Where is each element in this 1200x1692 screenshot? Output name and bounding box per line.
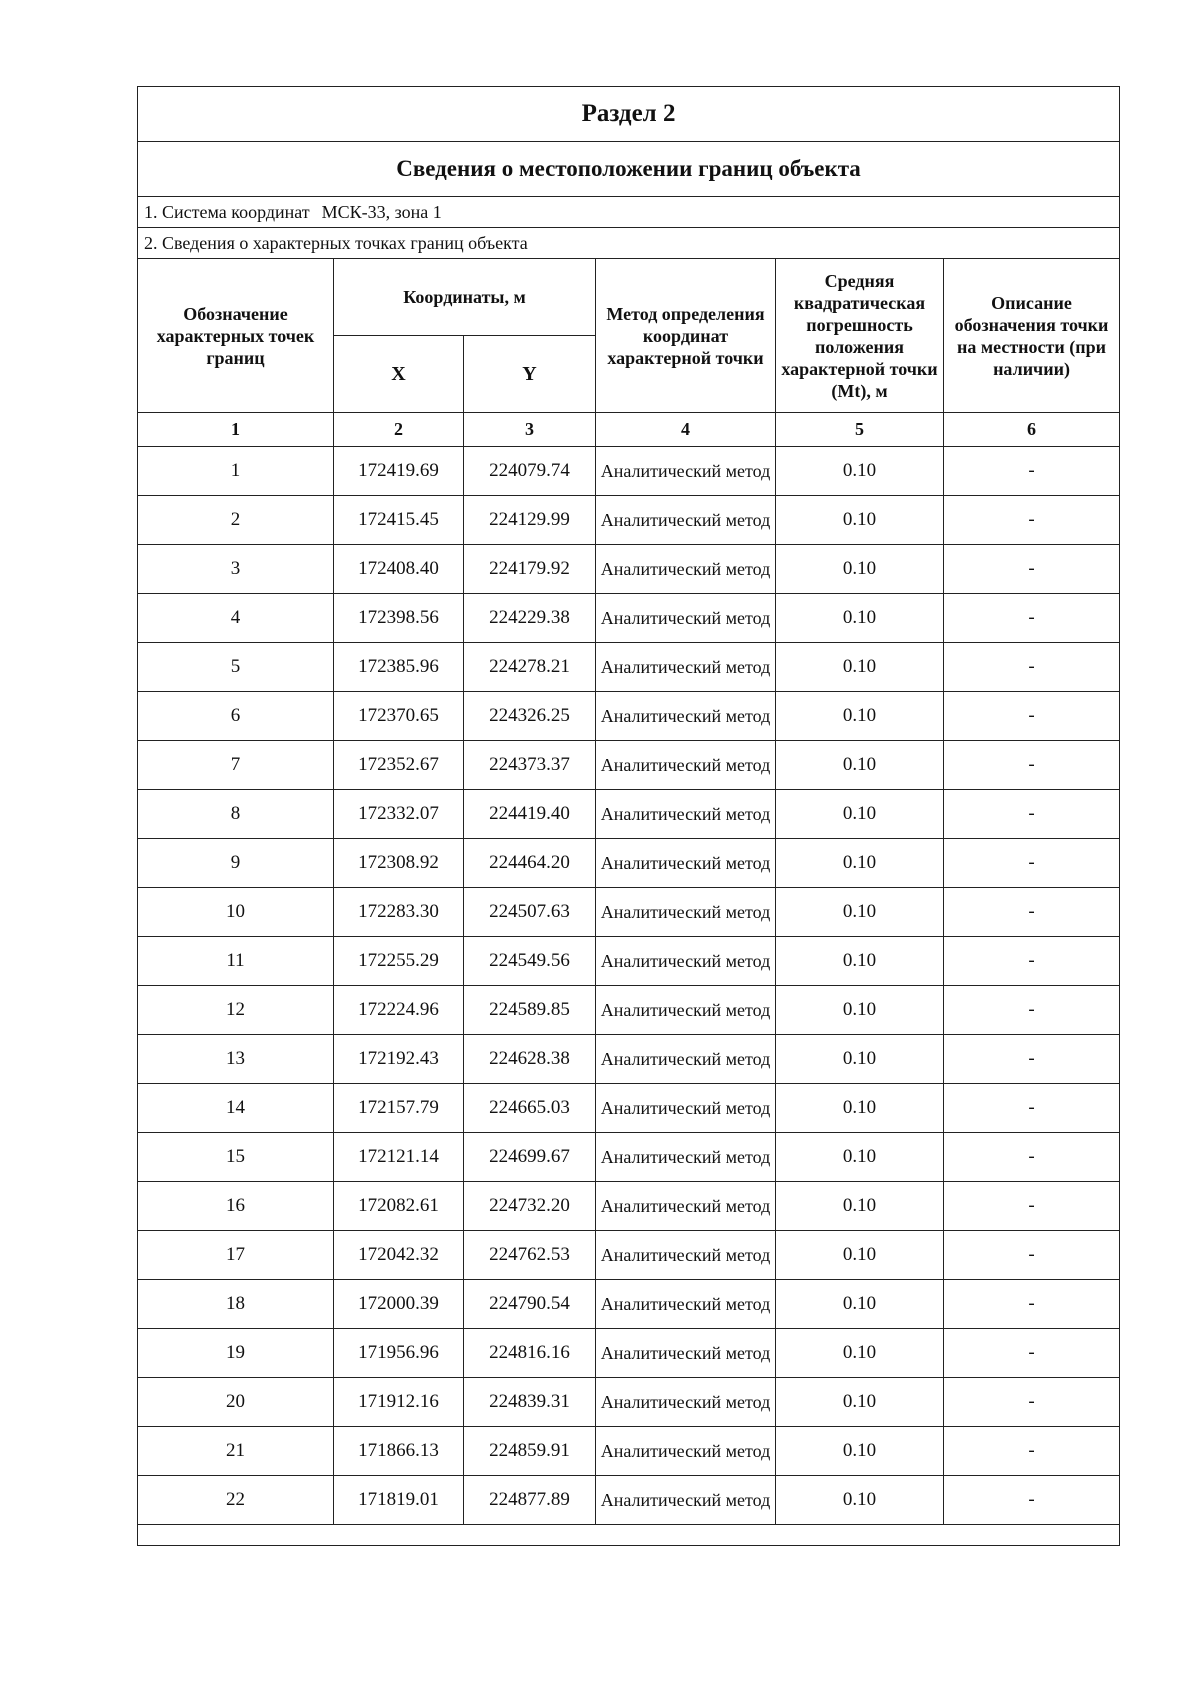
point-number-cell: 6 — [138, 692, 334, 741]
table-row — [138, 888, 1120, 937]
x-coordinate-cell: 172385.96 — [334, 643, 464, 692]
y-coordinate-cell: 224129.99 — [464, 496, 596, 545]
column-number: 2 — [334, 413, 464, 447]
y-coordinate-cell: 224419.40 — [464, 790, 596, 839]
point-number-cell: 18 — [138, 1280, 334, 1329]
method-cell: Аналитический метод — [596, 545, 776, 594]
x-coordinate-cell: 171956.96 — [334, 1329, 464, 1378]
y-coordinate-cell: 224079.74 — [464, 447, 596, 496]
column-number: 6 — [944, 413, 1120, 447]
section-title: Раздел 2 — [138, 87, 1120, 142]
method-cell: Аналитический метод — [596, 1231, 776, 1280]
description-cell: - — [944, 1084, 1120, 1133]
x-coordinate-cell: 172157.79 — [334, 1084, 464, 1133]
boundary-table — [137, 86, 1120, 1546]
x-coordinate-cell: 172408.40 — [334, 545, 464, 594]
point-number-cell: 14 — [138, 1084, 334, 1133]
header-coordinates: Координаты, м — [334, 259, 596, 336]
accuracy-cell: 0.10 — [776, 1329, 944, 1378]
accuracy-cell: 0.10 — [776, 1182, 944, 1231]
coordinate-system-value: МСК-33, зона 1 — [321, 201, 442, 222]
method-cell: Аналитический метод — [596, 594, 776, 643]
point-number-cell: 19 — [138, 1329, 334, 1378]
header-x: X — [334, 336, 464, 413]
table-row — [138, 692, 1120, 741]
y-coordinate-cell: 224665.03 — [464, 1084, 596, 1133]
method-cell: Аналитический метод — [596, 1378, 776, 1427]
table-row — [138, 594, 1120, 643]
y-coordinate-cell: 224859.91 — [464, 1427, 596, 1476]
header-y: Y — [464, 336, 596, 413]
point-number-cell: 17 — [138, 1231, 334, 1280]
description-cell: - — [944, 790, 1120, 839]
x-coordinate-cell: 171912.16 — [334, 1378, 464, 1427]
y-coordinate-cell: 224762.53 — [464, 1231, 596, 1280]
accuracy-cell: 0.10 — [776, 839, 944, 888]
accuracy-cell: 0.10 — [776, 1084, 944, 1133]
y-coordinate-cell: 224699.67 — [464, 1133, 596, 1182]
description-cell: - — [944, 1231, 1120, 1280]
table-row — [138, 1182, 1120, 1231]
y-coordinate-cell: 224326.25 — [464, 692, 596, 741]
x-coordinate-cell: 172121.14 — [334, 1133, 464, 1182]
table-row — [138, 1231, 1120, 1280]
method-cell: Аналитический метод — [596, 1084, 776, 1133]
point-number-cell: 21 — [138, 1427, 334, 1476]
x-coordinate-cell: 171866.13 — [334, 1427, 464, 1476]
point-number-cell: 10 — [138, 888, 334, 937]
y-coordinate-cell: 224790.54 — [464, 1280, 596, 1329]
method-cell: Аналитический метод — [596, 447, 776, 496]
description-cell: - — [944, 1378, 1120, 1427]
description-cell: - — [944, 692, 1120, 741]
point-number-cell: 3 — [138, 545, 334, 594]
method-cell: Аналитический метод — [596, 692, 776, 741]
point-number-cell: 11 — [138, 937, 334, 986]
accuracy-cell: 0.10 — [776, 643, 944, 692]
header-method: Метод определения координат характерной точки — [596, 259, 776, 413]
x-coordinate-cell: 172042.32 — [334, 1231, 464, 1280]
y-coordinate-cell: 224877.89 — [464, 1476, 596, 1525]
table-footer-cell — [138, 1525, 1120, 1546]
accuracy-cell: 0.10 — [776, 1476, 944, 1525]
method-cell: Аналитический метод — [596, 1427, 776, 1476]
description-cell: - — [944, 1182, 1120, 1231]
description-cell: - — [944, 643, 1120, 692]
x-coordinate-cell: 172332.07 — [334, 790, 464, 839]
point-number-cell: 4 — [138, 594, 334, 643]
description-cell: - — [944, 1329, 1120, 1378]
point-number-cell: 20 — [138, 1378, 334, 1427]
document-title: Сведения о местоположении границ объекта — [138, 142, 1120, 197]
point-number-cell: 12 — [138, 986, 334, 1035]
y-coordinate-cell: 224628.38 — [464, 1035, 596, 1084]
y-coordinate-cell: 224549.56 — [464, 937, 596, 986]
method-cell: Аналитический метод — [596, 643, 776, 692]
method-cell: Аналитический метод — [596, 1035, 776, 1084]
table-row — [138, 447, 1120, 496]
accuracy-cell: 0.10 — [776, 937, 944, 986]
point-number-cell: 16 — [138, 1182, 334, 1231]
coordinate-system-label: 1. Система координат — [144, 201, 310, 222]
table-row — [138, 1035, 1120, 1084]
x-coordinate-cell: 172419.69 — [334, 447, 464, 496]
accuracy-cell: 0.10 — [776, 496, 944, 545]
points-caption: 2. Сведения о характерных точках границ объекта — [138, 228, 1120, 259]
x-coordinate-cell: 172415.45 — [334, 496, 464, 545]
description-cell: - — [944, 986, 1120, 1035]
point-number-cell: 1 — [138, 447, 334, 496]
document-sheet — [137, 86, 1119, 1546]
table-row — [138, 1084, 1120, 1133]
y-coordinate-cell: 224373.37 — [464, 741, 596, 790]
point-number-cell: 5 — [138, 643, 334, 692]
x-coordinate-cell: 172352.67 — [334, 741, 464, 790]
y-coordinate-cell: 224229.38 — [464, 594, 596, 643]
x-coordinate-cell: 172000.39 — [334, 1280, 464, 1329]
y-coordinate-cell: 224589.85 — [464, 986, 596, 1035]
accuracy-cell: 0.10 — [776, 1133, 944, 1182]
header-accuracy: Средняя квадратическая погрешность положения характерной точки (Mt), м — [776, 259, 944, 413]
table-row — [138, 839, 1120, 888]
method-cell: Аналитический метод — [596, 1329, 776, 1378]
table-footer-row — [138, 1525, 1120, 1546]
table-row — [138, 496, 1120, 545]
method-cell: Аналитический метод — [596, 839, 776, 888]
x-coordinate-cell: 171819.01 — [334, 1476, 464, 1525]
y-coordinate-cell: 224816.16 — [464, 1329, 596, 1378]
point-number-cell: 9 — [138, 839, 334, 888]
point-number-cell: 22 — [138, 1476, 334, 1525]
method-cell: Аналитический метод — [596, 496, 776, 545]
accuracy-cell: 0.10 — [776, 692, 944, 741]
y-coordinate-cell: 224507.63 — [464, 888, 596, 937]
description-cell: - — [944, 1280, 1120, 1329]
accuracy-cell: 0.10 — [776, 1231, 944, 1280]
table-row — [138, 1378, 1120, 1427]
point-number-cell: 13 — [138, 1035, 334, 1084]
method-cell: Аналитический метод — [596, 1182, 776, 1231]
column-numbers-row — [138, 413, 1120, 447]
method-cell: Аналитический метод — [596, 986, 776, 1035]
y-coordinate-cell: 224278.21 — [464, 643, 596, 692]
method-cell: Аналитический метод — [596, 790, 776, 839]
column-number: 5 — [776, 413, 944, 447]
description-cell: - — [944, 937, 1120, 986]
description-cell: - — [944, 888, 1120, 937]
y-coordinate-cell: 224732.20 — [464, 1182, 596, 1231]
accuracy-cell: 0.10 — [776, 888, 944, 937]
accuracy-cell: 0.10 — [776, 594, 944, 643]
accuracy-cell: 0.10 — [776, 447, 944, 496]
accuracy-cell: 0.10 — [776, 986, 944, 1035]
x-coordinate-cell: 172082.61 — [334, 1182, 464, 1231]
accuracy-cell: 0.10 — [776, 1378, 944, 1427]
y-coordinate-cell: 224839.31 — [464, 1378, 596, 1427]
column-number: 4 — [596, 413, 776, 447]
x-coordinate-cell: 172192.43 — [334, 1035, 464, 1084]
accuracy-cell: 0.10 — [776, 741, 944, 790]
x-coordinate-cell: 172224.96 — [334, 986, 464, 1035]
x-coordinate-cell: 172283.30 — [334, 888, 464, 937]
x-coordinate-cell: 172308.92 — [334, 839, 464, 888]
accuracy-cell: 0.10 — [776, 1035, 944, 1084]
point-number-cell: 8 — [138, 790, 334, 839]
description-cell: - — [944, 594, 1120, 643]
table-row — [138, 545, 1120, 594]
table-row — [138, 1476, 1120, 1525]
table-row — [138, 790, 1120, 839]
y-coordinate-cell: 224464.20 — [464, 839, 596, 888]
x-coordinate-cell: 172398.56 — [334, 594, 464, 643]
method-cell: Аналитический метод — [596, 1133, 776, 1182]
table-row — [138, 937, 1120, 986]
table-row — [138, 986, 1120, 1035]
header-description: Описание обозначения точки на местности (при наличии) — [944, 259, 1120, 413]
method-cell: Аналитический метод — [596, 741, 776, 790]
table-row — [138, 1280, 1120, 1329]
table-row — [138, 643, 1120, 692]
header-designation: Обозначение характерных точек границ — [138, 259, 334, 413]
method-cell: Аналитический метод — [596, 1280, 776, 1329]
x-coordinate-cell: 172370.65 — [334, 692, 464, 741]
point-number-cell: 2 — [138, 496, 334, 545]
accuracy-cell: 0.10 — [776, 790, 944, 839]
description-cell: - — [944, 1427, 1120, 1476]
y-coordinate-cell: 224179.92 — [464, 545, 596, 594]
method-cell: Аналитический метод — [596, 937, 776, 986]
method-cell: Аналитический метод — [596, 888, 776, 937]
method-cell: Аналитический метод — [596, 1476, 776, 1525]
description-cell: - — [944, 1133, 1120, 1182]
column-number: 3 — [464, 413, 596, 447]
description-cell: - — [944, 545, 1120, 594]
accuracy-cell: 0.10 — [776, 1427, 944, 1476]
table-row — [138, 741, 1120, 790]
point-number-cell: 15 — [138, 1133, 334, 1182]
description-cell: - — [944, 741, 1120, 790]
description-cell: - — [944, 839, 1120, 888]
coordinate-system-row — [138, 197, 1120, 228]
point-number-cell: 7 — [138, 741, 334, 790]
table-row — [138, 1427, 1120, 1476]
description-cell: - — [944, 1035, 1120, 1084]
column-number: 1 — [138, 413, 334, 447]
accuracy-cell: 0.10 — [776, 545, 944, 594]
description-cell: - — [944, 496, 1120, 545]
table-row — [138, 1329, 1120, 1378]
accuracy-cell: 0.10 — [776, 1280, 944, 1329]
description-cell: - — [944, 1476, 1120, 1525]
x-coordinate-cell: 172255.29 — [334, 937, 464, 986]
table-row — [138, 1133, 1120, 1182]
description-cell: - — [944, 447, 1120, 496]
